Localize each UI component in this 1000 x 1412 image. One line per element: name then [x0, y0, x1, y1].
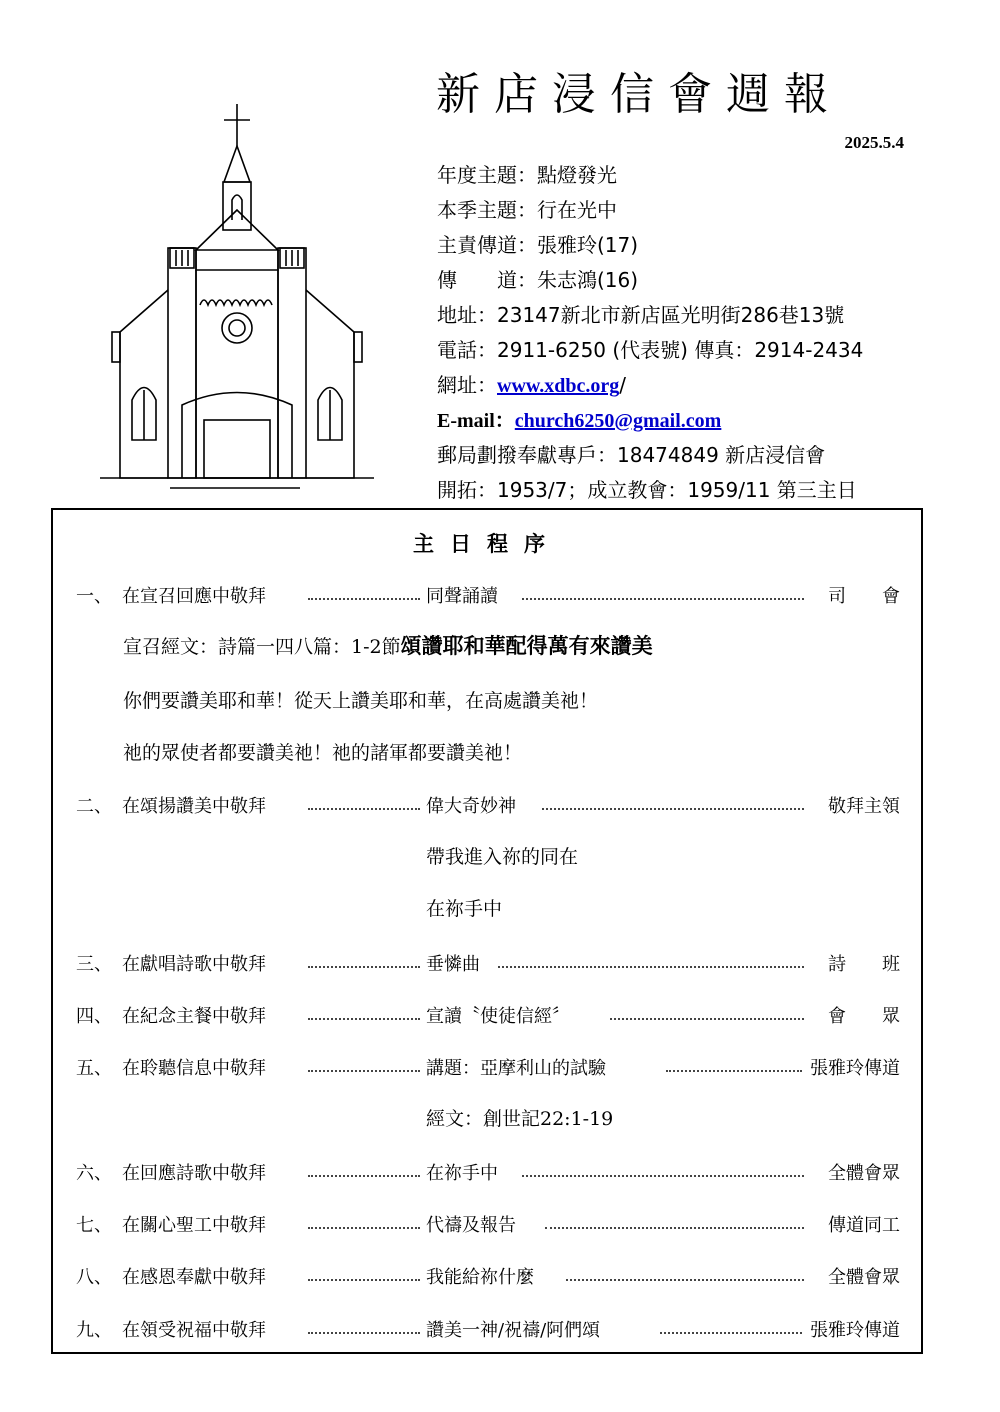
leader-dots: [522, 598, 804, 600]
program-row-name: 在關心聖工中敬拜: [122, 1215, 266, 1236]
leader-dots: [660, 1332, 802, 1334]
program-row-number: 三、: [76, 954, 112, 975]
website-label: 網址：: [437, 373, 497, 397]
program-row: [76, 1207, 900, 1237]
program-row-leader: 傳道同工: [828, 1215, 900, 1236]
program-row-name: 在獻唱詩歌中敬拜: [122, 954, 266, 975]
program-row-name: 在感恩奉獻中敬拜: [122, 1267, 266, 1288]
program-row-leader: 張雅玲傳道: [810, 1058, 900, 1079]
song-3: 在祢手中: [426, 898, 503, 920]
program-row-item: 代禱及報告: [426, 1215, 516, 1236]
program-row-item: 垂憐曲: [426, 954, 480, 975]
email-row: [437, 403, 863, 438]
program-row-number: 六、: [76, 1163, 112, 1184]
program-row-name: 在頌揚讚美中敬拜: [122, 796, 266, 817]
program-row: [76, 998, 900, 1028]
program-row-name: 在聆聽信息中敬拜: [122, 1058, 266, 1079]
leader-dots: [610, 1018, 804, 1020]
church-illustration: [100, 100, 390, 495]
leader-dots: [542, 808, 804, 810]
address: 地址：23147新北市新店區光明街286巷13號: [437, 303, 845, 327]
leader-dots: [308, 1332, 420, 1334]
email-label: E-mail：: [437, 410, 515, 432]
program-row-item: 偉大奇妙神: [426, 796, 516, 817]
website-link[interactable]: www.xdbc.org: [497, 375, 620, 397]
program-row: [76, 1259, 900, 1289]
program-row: [76, 788, 900, 818]
leader-dots: [308, 1070, 420, 1072]
program-row-number: 九、: [76, 1320, 112, 1341]
program-row-leader: 全體會眾: [828, 1163, 900, 1184]
program-row-leader: 詩 班: [828, 954, 900, 975]
call-verse: [123, 630, 653, 660]
program-row-name: 在宣召回應中敬拜: [122, 586, 266, 607]
leader-dots: [498, 966, 804, 968]
founding-info: 開拓：1953/7；成立教會：1959/11 第三主日: [437, 478, 857, 502]
leader-dots: [308, 1018, 420, 1020]
preacher-info: 傳 道：朱志鴻(16): [437, 268, 639, 292]
program-row-number: 四、: [76, 1006, 112, 1027]
year-theme: 年度主題：點燈發光: [437, 163, 617, 187]
program-row-item: 在祢手中: [426, 1163, 498, 1184]
website-row: [437, 368, 863, 403]
program-row-name: 在回應詩歌中敬拜: [122, 1163, 266, 1184]
email-link[interactable]: church6250@gmail.com: [514, 410, 722, 432]
leader-dots: [522, 1175, 804, 1177]
leader-dots: [308, 1227, 420, 1229]
leader-dots: [308, 808, 420, 810]
website-suffix: /: [619, 373, 626, 397]
bulletin-title: 新店浸信會週報: [436, 69, 842, 120]
program-row-number: 八、: [76, 1267, 112, 1288]
program-row-leader: 全體會眾: [828, 1267, 900, 1288]
program-row-item: 宣讀〝使徒信經〞: [426, 1006, 570, 1027]
program-row-item: 同聲誦讀: [426, 586, 498, 607]
program-row-leader: 會 眾: [828, 1006, 900, 1027]
program-row-number: 七、: [76, 1215, 112, 1236]
program-row: [76, 1312, 900, 1342]
program-row: [76, 1155, 900, 1185]
leader-dots: [545, 1227, 804, 1229]
song-2: 帶我進入祢的同在: [426, 846, 579, 868]
season-theme: 本季主題：行在光中: [437, 198, 617, 222]
program-row-leader: 司 會: [828, 586, 900, 607]
leader-dots: [308, 966, 420, 968]
program-row-item: 讚美一神/祝禱/阿們頌: [426, 1320, 601, 1341]
program-row-leader: 敬拜主領: [828, 796, 900, 817]
program-row-number: 五、: [76, 1058, 112, 1079]
program-row-name: 在紀念主餐中敬拜: [122, 1006, 266, 1027]
leader-dots: [308, 1279, 420, 1281]
bulletin-date: 2025.5.4: [844, 133, 904, 152]
church-info: [437, 158, 863, 508]
scripture: 經文：創世記22:1-19: [426, 1108, 614, 1130]
pastor-info: 主責傳道：張雅玲(17): [437, 233, 639, 257]
postal-account: 郵局劃撥奉獻專戶：18474849 新店浸信會: [437, 443, 826, 467]
leader-dots: [666, 1070, 802, 1072]
program-row: [76, 1050, 900, 1080]
program-row: [76, 578, 900, 608]
program-row-number: 一、: [76, 586, 112, 607]
program-row: [76, 946, 900, 976]
program-row-leader: 張雅玲傳道: [810, 1320, 900, 1341]
phone-fax: 電話：2911-6250 (代表號) 傳真：2914-2434: [437, 338, 864, 362]
program-row-item: 講題：亞摩利山的試驗: [426, 1058, 606, 1079]
leader-dots: [308, 598, 420, 600]
call-line-1: 你們要讚美耶和華！從天上讚美耶和華，在高處讚美祂！: [123, 690, 599, 712]
leader-dots: [566, 1279, 804, 1281]
program-title: 主日程序: [413, 531, 561, 556]
program-row-item: 我能給祢什麼: [426, 1267, 534, 1288]
call-line-2: 祂的眾使者都要讚美祂！祂的諸軍都要讚美祂！: [123, 742, 523, 764]
program-row-name: 在領受祝福中敬拜: [122, 1320, 266, 1341]
program-row-number: 二、: [76, 796, 112, 817]
call-verse-title: 頌讚耶和華配得萬有來讚美: [400, 633, 653, 658]
leader-dots: [308, 1175, 420, 1177]
call-verse-ref: 宣召經文：詩篇一四八篇：1-2節: [123, 636, 401, 658]
